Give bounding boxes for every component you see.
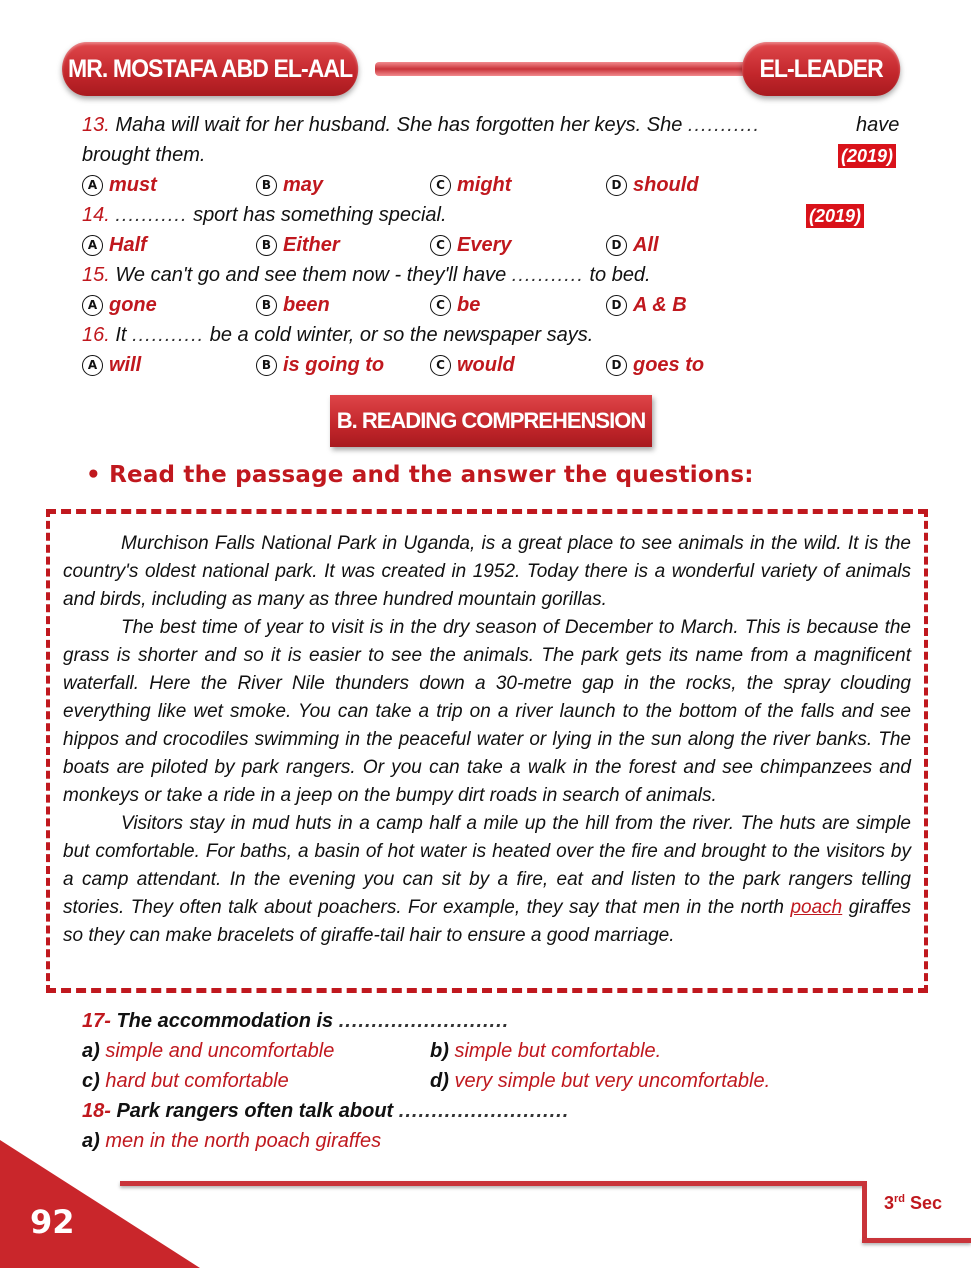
option-c[interactable] [430,294,480,317]
grade-text: Sec [910,1193,943,1213]
option-d[interactable] [606,174,699,197]
question-text-line2: brought them. [82,144,206,166]
option-letter: A [82,355,103,376]
option-d[interactable] [606,294,687,317]
grade-label [884,1193,942,1214]
question-text-after: be a cold winter, or so the newspaper says. [209,324,594,346]
question-17 [82,1010,509,1033]
option-letter: B [256,235,277,256]
option-value: gone [109,294,157,316]
author-banner [62,42,358,96]
author-name: MR. MOSTAFA ABD EL-AAL [67,54,353,83]
option-b[interactable] [256,174,323,197]
option-a[interactable] [82,294,157,317]
option-value: would [457,354,515,376]
section-title: B. READING COMPREHENSION [336,408,646,433]
option-letter: D [606,235,627,256]
brand-banner [742,42,900,96]
highlighted-word: poach [790,897,843,918]
question-text: Maha will wait for her husband. She has forgotten her keys. She [115,114,683,136]
option-value: Either [283,234,340,256]
option-c[interactable] [430,354,515,377]
option-d[interactable] [430,1070,770,1093]
question-text-after: to bed. [589,264,651,286]
option-label: b) [430,1040,449,1062]
grade-suffix: rd [894,1193,906,1205]
blank: ........... [687,114,761,136]
question-text: sport has something special. [193,204,447,226]
option-value: will [109,354,142,376]
year-badge: (2019) [806,204,864,228]
option-letter: A [82,235,103,256]
option-label: d) [430,1070,449,1092]
option-value: might [457,174,512,196]
year-badge: (2019) [838,144,896,168]
paragraph-3-after: giraffes so they can make bracelets of giraffe-tail hair to ensure a good marriage. [63,897,912,946]
paragraph-3 [63,810,911,950]
option-value: goes to [633,354,705,376]
option-value: very simple but very uncomfortable. [454,1070,771,1092]
page-number: 92 [30,1203,75,1241]
option-value: Half [109,234,147,256]
option-letter: C [430,355,451,376]
question-text: The accommodation is [116,1010,334,1032]
header-bar [375,62,755,76]
grade-number: 3 [884,1193,895,1213]
question-number: 13. [82,114,110,136]
passage [63,530,911,950]
option-value: hard but comfortable [105,1070,289,1092]
option-letter: B [256,355,277,376]
question-number: 18- [82,1100,111,1122]
option-a[interactable] [82,1040,334,1063]
option-letter: B [256,295,277,316]
question-14 [82,204,447,227]
option-value: simple but comfortable. [454,1040,662,1062]
option-label: a) [82,1130,100,1152]
footer-divider [862,1181,867,1241]
option-value: must [109,174,157,196]
option-letter: A [82,175,103,196]
option-b[interactable] [430,1040,661,1063]
question-number: 17- [82,1010,111,1032]
option-label: a) [82,1040,100,1062]
option-d[interactable] [606,354,704,377]
option-value: All [633,234,659,256]
option-a[interactable] [82,174,157,197]
option-c[interactable] [430,174,511,197]
option-a[interactable] [82,354,141,377]
footer-line-right [862,1238,971,1243]
blank: .......................... [338,1010,510,1032]
question-16 [82,324,593,347]
option-value: is going to [283,354,385,376]
question-number: 14. [82,204,110,226]
question-13 [82,114,760,137]
option-value: should [633,174,699,196]
option-value: may [283,174,324,196]
blank: .......................... [398,1100,570,1122]
option-a[interactable] [82,234,147,257]
option-letter: D [606,295,627,316]
option-label: c) [82,1070,100,1092]
option-value: be [457,294,481,316]
option-letter: D [606,355,627,376]
question-text: We can't go and see them now - they'll have [115,264,507,286]
option-value: simple and uncomfortable [105,1040,335,1062]
paragraph-3-before: Visitors stay in mud huts in a camp half a mile up the hill from the river. The huts are simple but comfortable. For baths, a basin of hot water is heated over the fire and brought to the visitors by a camp attendant. In the evening you can sit by a fire, eat and listen to the park rangers telling stories. They often talk about poachers. For example, they say that men in the north [63,813,911,918]
option-value: A & B [633,294,687,316]
option-letter: C [430,175,451,196]
paragraph-2: The best time of year to visit is in the dry season of December to March. This is because the grass is shorter and so it is easier to see the animals. The park gets its name from a magnificent waterfall. Here the River Nile thunders down a 30-metre gap in the rocks, the spray clouding everything like wet smoke. You can take a trip on a river launch to the bottom of the falls and see hippos and crocodiles swimming in the peaceful water or lying in the sun along the river banks. The boats are piloted by park rangers. Or you can take a walk in the forest and see chimpanzees and monkeys or take a ride in a jeep on the bumpy dirt roads in search of animals. [63,617,911,806]
brand-name: EL-LEADER [759,54,883,83]
blank: ........... [115,204,188,226]
option-letter: D [606,175,627,196]
footer-line [120,1181,865,1186]
option-b[interactable] [256,294,330,317]
question-number: 16. [82,324,110,346]
paragraph-1: Murchison Falls National Park in Uganda, is a great place to see animals in the wild. It is the country's oldest national park. It was created in 1952. Today there is a wonderful variety of animals and birds, including as many as three hundred mountain gorillas. [63,533,911,610]
option-letter: A [82,295,103,316]
option-value: men in the north poach giraffes [105,1130,382,1152]
option-value: Every [457,234,512,256]
blank: ........... [511,264,584,286]
option-b[interactable] [256,354,384,377]
question-number: 15. [82,264,110,286]
section-title-banner [330,395,652,447]
option-value: been [283,294,330,316]
question-text-after: have [856,114,900,136]
option-letter: C [430,295,451,316]
blank: ........... [132,324,205,346]
instruction: • Read the passage and the answer the questions: [86,462,754,488]
option-d[interactable] [606,234,659,257]
option-letter: C [430,235,451,256]
option-letter: B [256,175,277,196]
question-text: Park rangers often talk about [116,1100,394,1122]
question-15 [82,264,651,287]
option-b[interactable] [256,234,340,257]
option-c[interactable] [430,234,512,257]
question-18 [82,1100,569,1123]
question-text: It [115,324,127,346]
option-c[interactable] [82,1070,289,1093]
